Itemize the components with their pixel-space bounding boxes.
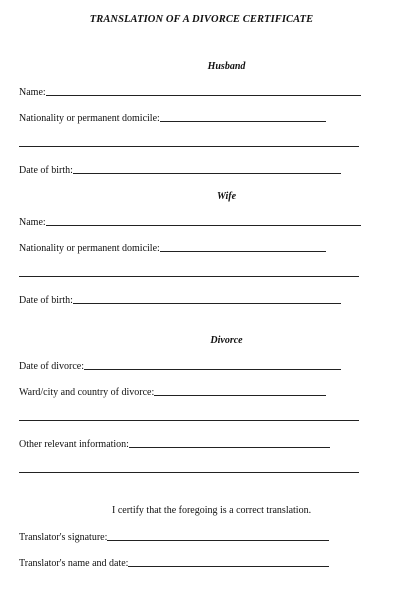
divorce-other-info-label: Other relevant information: [19,439,129,450]
husband-name-label: Name: [19,87,46,98]
wife-dob-field[interactable] [19,293,341,307]
divorce-other-info-blank[interactable] [129,447,330,448]
husband-dob-blank[interactable] [73,173,341,174]
wife-name-field[interactable] [19,215,361,229]
divorce-other-info-continuation-line[interactable] [19,472,359,473]
divorce-date-field[interactable] [19,359,341,373]
translator-name-date-blank[interactable] [128,566,329,567]
wife-nationality-continuation-line[interactable] [19,276,359,277]
divorce-date-blank[interactable] [84,369,341,370]
wife-name-label: Name: [19,217,46,228]
husband-dob-label: Date of birth: [19,165,73,176]
wife-dob-blank[interactable] [73,303,341,304]
wife-name-blank[interactable] [46,225,361,226]
husband-heading: Husband [207,61,246,72]
divorce-ward-field[interactable] [19,385,326,399]
husband-dob-field[interactable] [19,163,341,177]
husband-nationality-blank[interactable] [160,121,326,122]
husband-nationality-field[interactable] [19,111,326,125]
divorce-date-label: Date of divorce: [19,361,84,372]
husband-nationality-continuation-line[interactable] [19,146,359,147]
translator-name-date-field[interactable] [19,556,329,570]
wife-nationality-label: Nationality or permanent domicile: [19,243,160,254]
wife-nationality-blank[interactable] [160,251,326,252]
document-title: TRANSLATION OF A DIVORCE CERTIFICATE [89,14,314,25]
translator-signature-label: Translator's signature: [19,532,108,543]
divorce-heading: Divorce [210,335,243,346]
wife-heading: Wife [216,191,237,202]
husband-name-blank[interactable] [46,95,361,96]
translator-name-date-label: Translator's name and date: [19,558,129,569]
divorce-ward-continuation-line[interactable] [19,420,359,421]
husband-name-field[interactable] [19,85,361,99]
translator-signature-blank[interactable] [107,540,329,541]
husband-nationality-label: Nationality or permanent domicile: [19,113,160,124]
translator-signature-field[interactable] [19,530,329,544]
divorce-ward-blank[interactable] [154,395,326,396]
divorce-ward-label: Ward/city and country of divorce: [19,387,155,398]
divorce-other-info-field[interactable] [19,437,330,451]
certification-statement: I certify that the foregoing is a correct translation. [112,505,312,516]
wife-dob-label: Date of birth: [19,295,73,306]
wife-nationality-field[interactable] [19,241,326,255]
